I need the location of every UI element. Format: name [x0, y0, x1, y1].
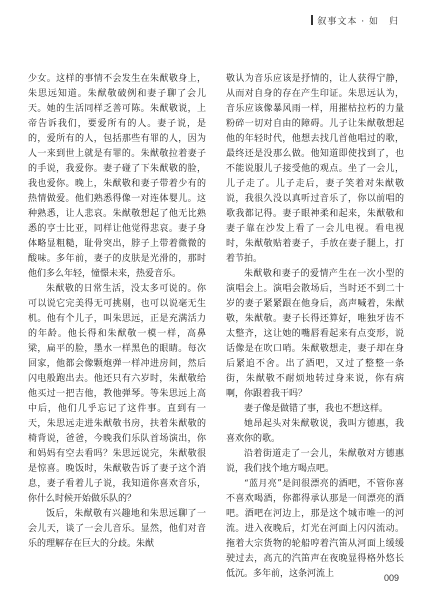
- paragraph: “蓝月亮”是间很漂亮的酒吧，不管你喜不喜欢喝酒，你都得承认那是一间漂亮的酒吧。酒吧在河边上，那是这个城市唯一的河流。进入夜晚后，灯光在河面上闪闪流动。拖着大宗货物的轮船哼着汽笛从河面上缓缓驶过去，高亢的汽笛声在夜晚显得格外悠长低沉。多年前，这条河流上: [226, 479, 404, 579]
- paragraph: 沿着街道走了一会儿，朱猷敬对方德惠说，我们找个地方喝点吧。: [226, 449, 404, 474]
- page-number: 009: [383, 573, 399, 583]
- paragraph: 妻子像是做错了事，我也不想这样。: [244, 404, 389, 414]
- paragraph: 朱猷敬和妻子的爱情产生在一次小型的演唱会上。演唱会散场后，当时还不到二十岁的妻子紧紧跟在他身后，高声喊着，朱猷敬，朱猷敬。妻子长得还算好，唯独牙齿不太整齐，这让她的嘴唇看起来有点变形，说话像是在吹口哨。朱猷敬想走，妻子却在身后紧追不舍。出了酒吧，又过了整整一条街，朱猷敬不耐烦地转过身来说，你有病啊，你跟着我干吗？: [226, 269, 404, 399]
- paragraph: 饭后，朱猷敬有兴趣地和朱思远聊了一会儿天，谈了一会儿音乐。显然，他们对音乐的理解存在巨大的分歧。朱猷: [28, 509, 206, 549]
- header-divider-bar: [311, 15, 313, 25]
- paragraph: 敬认为音乐应该是抒情的，让人获得宁静，从而对自身的存在产生印证。朱思远认为，音乐应该像暴风雨一样，用摧枯拉朽的力量粉碎一切对自由的障碍。儿子让朱猷敬想起他的年轻时代，他想去找几首他唱过的歌，最终还是没那么做。他知道即使找到了，也不能说服儿子接受他的观点。坐了一会儿，儿子走了。儿子走后，妻子笑着对朱猷敬说，我很久没以真听过音乐了，你以前唱的歌我都记得。妻子眼神柔和起来，朱猷敬和妻子靠在沙发上看了一会儿电视。看电视时，朱猷敬贴着妻子，手放在妻子腿上，打着节拍。: [226, 74, 404, 264]
- section-title: 叙事文本 · 如 归: [317, 17, 399, 27]
- left-column: [28, 72, 206, 552]
- right-column: [226, 72, 404, 582]
- paragraph: 朱猷敬的日常生活，没太多可说的。你可以说它完美得无可挑剔，也可以说毫无生机。他有个儿子，叫朱思远，正是充满活力的年龄。他长得和朱猷敬一模一样，高鼻梁，扁平的脸，墨水一样黑色的眼睛。每次回家，他都会像颗炮弹一样冲进房间，然后闪电般跑出去。他还只有六岁时，朱猷敬给他买过一把吉他，教他弹琴。等朱思远上高中后，他们几乎忘记了这件事。直到有一天，朱思远走进朱猷敬书房，扶着朱猷敬的椅背说，爸爸，今晚我们乐队首场演出，你和妈妈有空去看吗？朱思远说完，朱猷敬很是惊喜。晚饭时，朱猷敬告诉了妻子这个消息，妻子看着儿子说，我知道你喜欢音乐，你什么时候开始做乐队的？: [28, 284, 206, 504]
- paragraph: 她昂起头对朱猷敬说，我叫方德惠，我喜欢你的歌。: [226, 419, 404, 444]
- running-header: [311, 14, 399, 27]
- paragraph: 少女。这样的事情不会发生在朱猷敬身上，朱思远知道。朱猷敬破例和妻子聊了会儿天。她的生活同样乏善可陈。朱猷敬说，上帝告诉我们，要爱所有的人。妻子说，是的，爱所有的人，包括那些有罪的人，因为人一来到世上就是有罪的。朱猷敬拉着妻子的手说，我爱你。妻子碰了下朱猷敬的脸，我也爱你。晚上，朱猷敬和妻子带着少有的热情做爱。他们熟悉得像一对连体婴儿。这种熟悉，让人悲哀。朱猷敬想起了他无比熟悉的亨士比亚，同样让他觉得悲哀。妻子身体略显粗糙，耻骨突出，脖子上带着微微的酸味。多年前，妻子的皮肤是光滑的，那时他们多么年轻，憧憬未来，热爱音乐。: [28, 74, 206, 279]
